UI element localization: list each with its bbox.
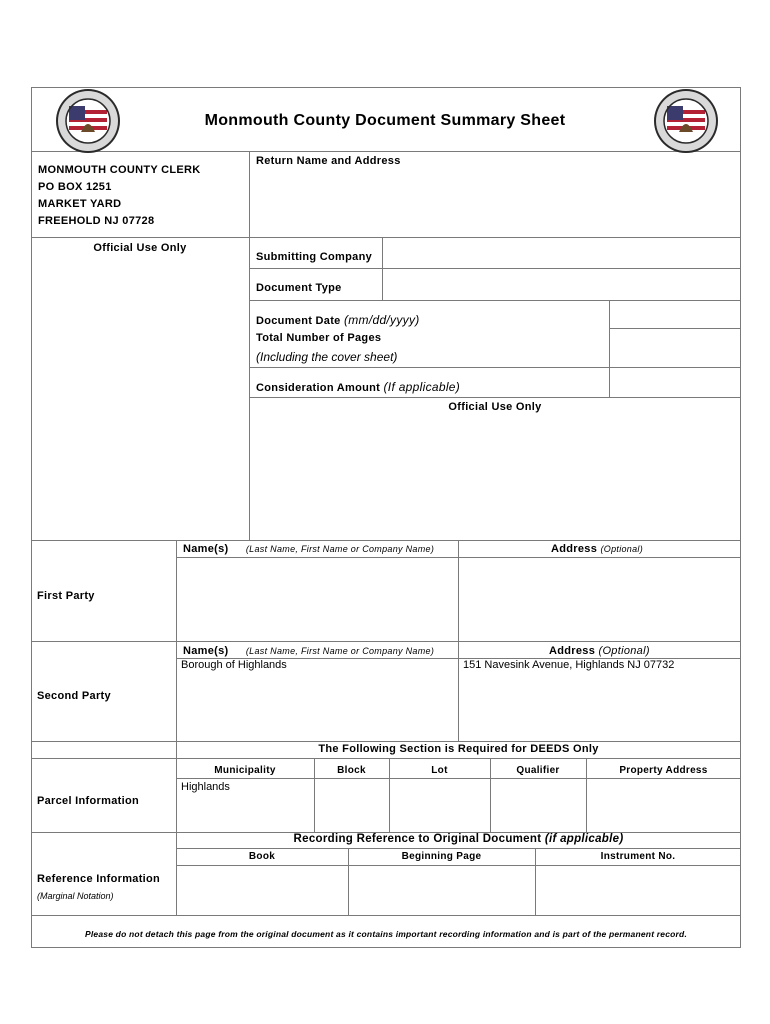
second-party-name-value[interactable]: Borough of Highlands bbox=[181, 659, 287, 671]
instrument-no-field[interactable] bbox=[536, 866, 740, 915]
total-pages-field[interactable] bbox=[610, 329, 740, 367]
return-name-field[interactable] bbox=[250, 170, 740, 236]
names-hint: (Last Name, First Name or Company Name) bbox=[245, 646, 435, 656]
column-instrument-no: Instrument No. bbox=[600, 851, 676, 862]
document-date-label bbox=[256, 313, 420, 327]
column-beginning-page: Beginning Page bbox=[401, 851, 482, 862]
first-party-address-field[interactable] bbox=[459, 558, 740, 641]
book-field[interactable] bbox=[177, 866, 348, 915]
column-block: Block bbox=[337, 765, 366, 776]
reference-information-label: Reference Information bbox=[37, 873, 161, 885]
first-party-label: First Party bbox=[37, 590, 95, 602]
column-property-address: Property Address bbox=[619, 765, 708, 776]
first-party-address-header bbox=[551, 543, 643, 555]
page-title: Monmouth County Document Summary Sheet bbox=[204, 112, 566, 129]
reference-heading bbox=[176, 833, 741, 845]
second-party-address-header bbox=[549, 645, 650, 657]
return-name-label: Return Name and Address bbox=[256, 155, 401, 167]
names-hint: (Last Name, First Name or Company Name) bbox=[245, 544, 435, 554]
address-label: Address bbox=[551, 543, 598, 555]
address-hint: (Optional) bbox=[600, 544, 643, 554]
clerk-address-line: PO BOX 1251 bbox=[38, 181, 112, 193]
document-type-field[interactable] bbox=[383, 269, 740, 300]
submitting-company-field[interactable] bbox=[383, 238, 740, 268]
clerk-address-line: MONMOUTH COUNTY CLERK bbox=[38, 164, 201, 176]
marginal-notation-label: (Marginal Notation) bbox=[37, 891, 114, 901]
column-qualifier: Qualifier bbox=[516, 765, 560, 776]
official-use-center-label: Official Use Only bbox=[448, 401, 542, 413]
total-pages-hint: (Including the cover sheet) bbox=[256, 350, 398, 364]
footer-notice: Please do not detach this page from the original document as it contains important recording information and is part of the permanent record. bbox=[84, 929, 688, 939]
consideration-field[interactable] bbox=[610, 368, 740, 397]
clerk-address-line: MARKET YARD bbox=[38, 198, 122, 210]
names-label: Name(s) bbox=[183, 543, 229, 555]
total-pages-label: Total Number of Pages bbox=[256, 332, 382, 344]
municipality-value[interactable]: Highlands bbox=[181, 781, 230, 793]
first-party-names-header bbox=[183, 543, 434, 555]
column-municipality: Municipality bbox=[214, 765, 276, 776]
beginning-page-field[interactable] bbox=[349, 866, 535, 915]
document-date-field[interactable] bbox=[610, 301, 740, 328]
consideration-hint: (If applicable) bbox=[383, 380, 461, 394]
address-label: Address bbox=[549, 645, 596, 657]
clerk-address-line: FREEHOLD NJ 07728 bbox=[38, 215, 155, 227]
second-party-names-header bbox=[183, 645, 434, 657]
reference-heading-hint: (if applicable) bbox=[544, 833, 624, 845]
column-lot: Lot bbox=[431, 765, 448, 776]
deeds-heading: The Following Section is Required for DEEDS Only bbox=[318, 743, 599, 755]
document-date-hint: (mm/dd/yyyy) bbox=[343, 313, 420, 327]
document-date-text: Document Date bbox=[256, 315, 341, 327]
consideration-label bbox=[256, 380, 460, 394]
column-book: Book bbox=[248, 851, 276, 862]
first-party-name-field[interactable] bbox=[177, 558, 458, 641]
official-use-left-label: Official Use Only bbox=[93, 242, 187, 254]
document-type-label: Document Type bbox=[256, 282, 342, 294]
consideration-text: Consideration Amount bbox=[256, 382, 381, 394]
reference-heading-text: Recording Reference to Original Document bbox=[293, 833, 542, 845]
address-hint: (Optional) bbox=[598, 645, 650, 657]
submitting-company-label: Submitting Company bbox=[256, 251, 373, 263]
names-label: Name(s) bbox=[183, 645, 229, 657]
second-party-address-value[interactable]: 151 Navesink Avenue, Highlands NJ 07732 bbox=[463, 659, 675, 671]
parcel-information-label: Parcel Information bbox=[37, 795, 139, 807]
second-party-label: Second Party bbox=[37, 690, 111, 702]
